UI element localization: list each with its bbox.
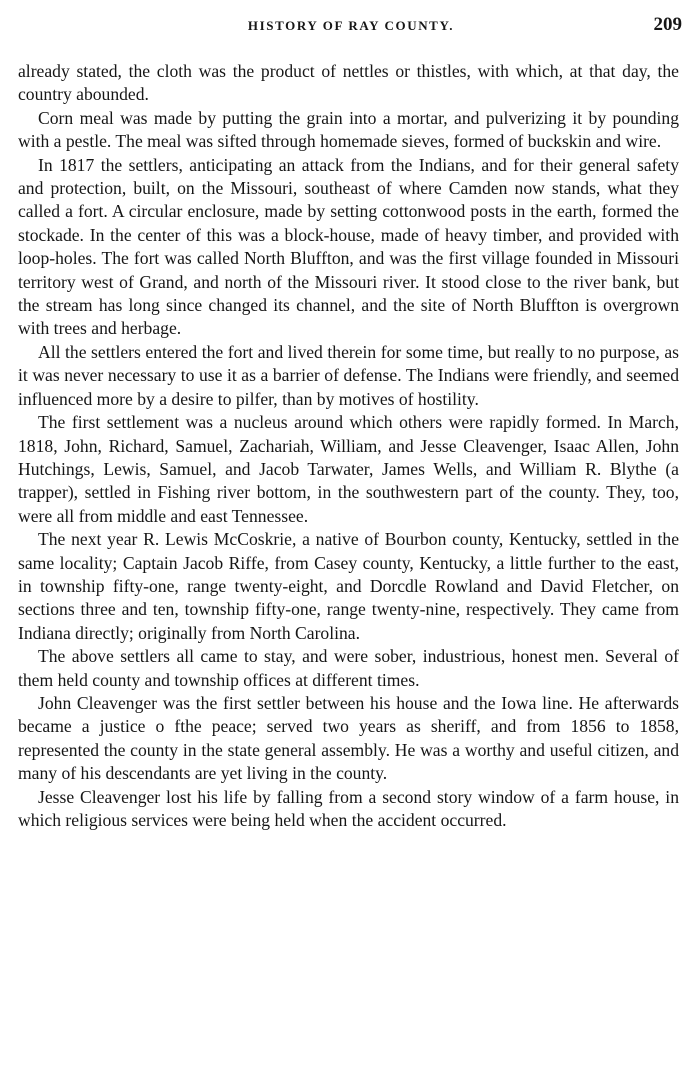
paragraph-first-settlement: The first settlement was a nucleus around which others were rapidly formed. In March, 1818, John, Richard, Samuel, Zachariah, William, and Jesse Cleavenger, Isaac Allen, John Hutchings, Lewis, Samuel, and Jacob Tarwater, James Wells, and William R. Blythe (a trapper), settled in Fishing river bottom, in the southwestern part of the county. They, too, were all from middle and east Tennessee. [18,412,679,526]
paragraph-fort-1817: In 1817 the settlers, anticipating an attack from the Indians, and for their general safety and protection, built, on the Missouri, southeast of where Camden now stands, what they called a fort. A circular enclosure, made by setting cottonwood posts in the earth, formed the stockade. In the center of this was a block-house, made of heavy timber, and provided with loop-holes. The fort was called North Bluffton, and was the first village founded in Missouri territory west of Grand, and north of the Missouri river. It stood close to the river bank, but the stream has long since changed its channel, and the site of North Bluffton is overgrown with trees and herbage. [18,154,679,339]
paragraph-above-settlers: The above settlers all came to stay, and were sober, industrious, honest men. Several of them held county and township offices at different times. [18,646,679,690]
paragraph-next-year: The next year R. Lewis McCoskrie, a native of Bourbon county, Kentucky, settled in the same locality; Captain Jacob Riffe, from Casey county, Kentucky, a little further to the east, in township fifty-one, range twenty-eight, and Dorcdle Rowland and David Fletcher, on sections three and ten, township fifty-one, range twenty-nine, respectively. They came from Indiana directly; originally from North Carolina. [18,529,679,643]
paragraph-settlers-fort: All the settlers entered the fort and lived therein for some time, but really to no purpose, as it was never necessary to use it as a barrier of defense. The Indians were friendly, and seemed influenced more by a desire to pilfer, than by motives of hostility. [18,341,679,409]
paragraph-john-cleavenger: John Cleavenger was the first settler between his house and the Iowa line. He afterwards became a justice o fthe peace; served two years as sheriff, and from 1856 to 1858, represented the county in the state general assembly. He was a worthy and useful citizen, and many of his descendants are yet living in the county. [18,692,679,784]
page-header [18,14,684,42]
body-text [18,60,679,832]
paragraph-jesse-cleavenger: Jesse Cleavenger lost his life by falling from a second story window of a farm house, in which religious services were being held when the accident occurred. [18,786,679,830]
running-title: HISTORY OF RAY COUNTY. [247,18,455,33]
page-number: 209 [653,14,682,35]
paragraph-corn-meal: Corn meal was made by putting the grain into a mortar, and pulverizing it by pounding with a pestle. The meal was sifted through homemade sieves, formed of buckskin and wire. [18,107,679,152]
paragraph-cloth-continued: already stated, the cloth was the product of nettles or thistles, with which, at that day, the country abounded. [18,61,679,105]
